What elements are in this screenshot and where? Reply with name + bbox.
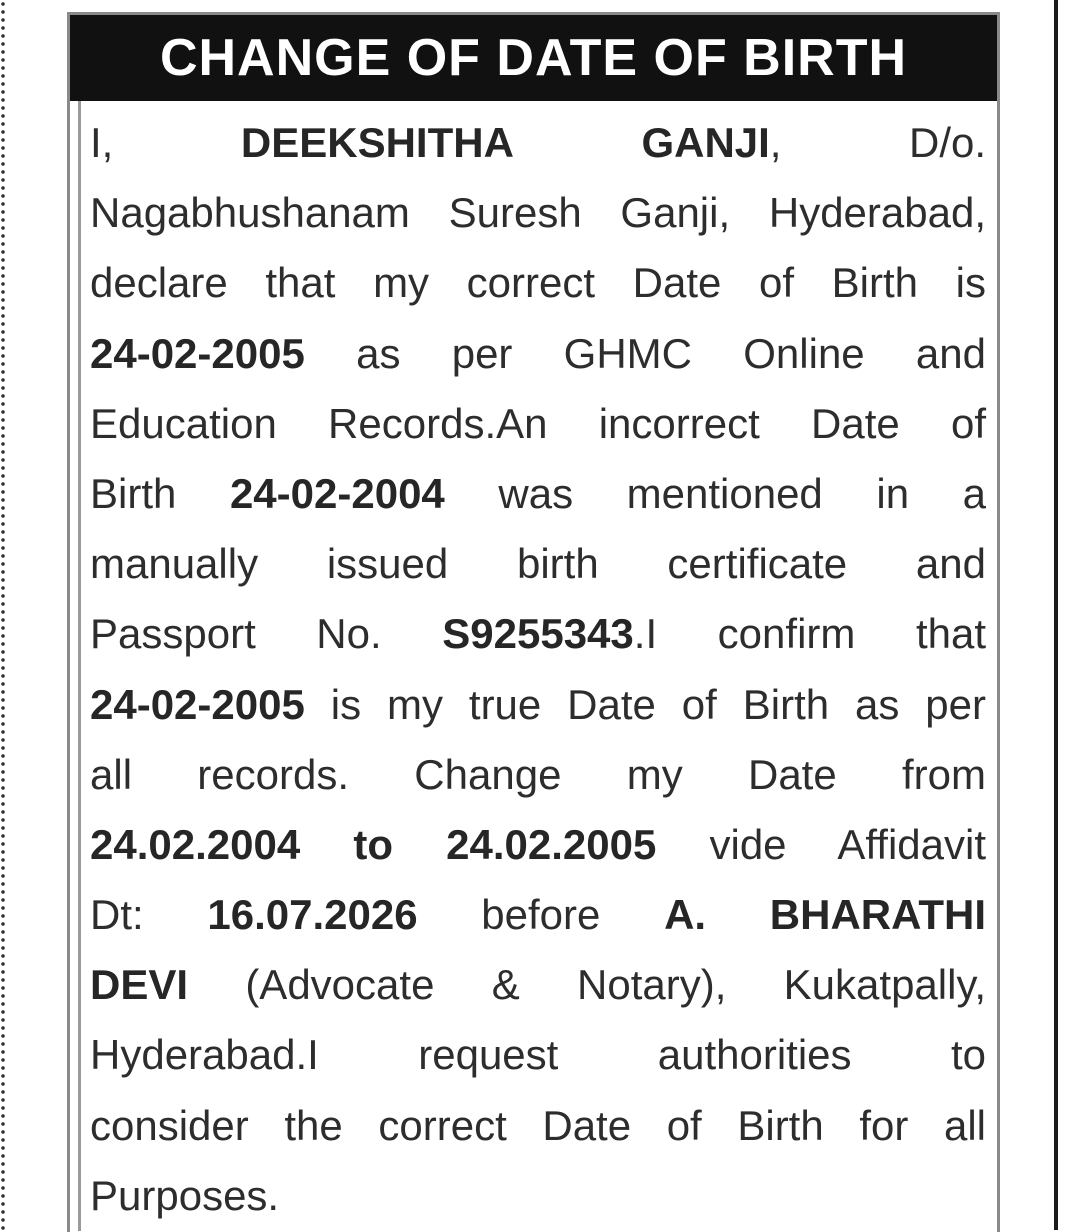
notice-line xyxy=(90,459,986,529)
bold-text: DEVI xyxy=(90,961,189,1009)
body-text-segment: Dt: xyxy=(90,891,208,939)
bold-text: 24-02-2005 xyxy=(90,329,305,377)
notice-line xyxy=(90,599,986,669)
body-text-segment: consider the correct Date of Birth for all xyxy=(90,1101,986,1149)
body-text-segment: Passport No. xyxy=(90,610,443,658)
notice-line xyxy=(90,1091,986,1161)
notice-body xyxy=(90,108,986,1231)
notice-line xyxy=(90,108,986,178)
body-text-segment: before xyxy=(417,891,665,939)
notice-line xyxy=(90,529,986,599)
notice-line xyxy=(90,1020,986,1090)
body-text-segment: Purposes. xyxy=(90,1171,280,1219)
notice-inner-rule xyxy=(78,101,81,1231)
body-text-segment: Nagabhushanam Suresh Ganji, Hyderabad, xyxy=(90,189,986,237)
body-text-segment: .I confirm that xyxy=(633,610,986,658)
notice-line xyxy=(90,740,986,810)
bold-text: 24-02-2004 xyxy=(229,469,445,517)
body-text-segment: manually issued birth certificate and xyxy=(90,540,986,588)
classified-notice xyxy=(67,12,1000,1232)
body-text-segment: as per GHMC Online and xyxy=(304,329,986,377)
body-text-segment: , xyxy=(769,119,782,166)
body-text-segment: declare that my correct Date of Birth is xyxy=(90,259,986,307)
notice-line xyxy=(90,880,986,950)
notice-line xyxy=(90,1161,986,1231)
bold-text: S9255343 xyxy=(442,610,634,658)
column-rule xyxy=(1054,0,1058,1230)
notice-line xyxy=(90,670,986,740)
notice-line xyxy=(90,389,986,459)
notice-line xyxy=(90,950,986,1020)
bold-text: 24.02.2004 to 24.02.2005 xyxy=(90,820,657,868)
bold-text: 16.07.2026 xyxy=(207,891,418,939)
notice-line xyxy=(90,810,986,880)
perforated-edge xyxy=(0,0,6,1230)
body-text-segment: Education Records.An incorrect Date of xyxy=(90,399,986,447)
notice-line xyxy=(90,319,986,389)
bold-text: GANJI xyxy=(641,119,770,166)
body-text-segment: I, xyxy=(90,119,114,166)
bold-text: A. BHARATHI xyxy=(664,891,986,939)
body-text-segment: all records. Change my Date from xyxy=(90,750,986,798)
notice-heading: CHANGE OF DATE OF BIRTH xyxy=(70,15,997,101)
body-text-segment: vide Affidavit xyxy=(656,820,986,868)
notice-line xyxy=(90,178,986,248)
body-text-segment: Hyderabad.I request authorities to xyxy=(90,1031,986,1079)
body-text-segment: D/o. xyxy=(909,119,987,166)
body-text-segment: is my true Date of Birth as per xyxy=(304,680,986,728)
bold-text: 24-02-2005 xyxy=(90,680,305,728)
notice-line xyxy=(90,248,986,318)
bold-text: DEEKSHITHA xyxy=(240,119,514,166)
body-text-segment: (Advocate & Notary), Kukatpally, xyxy=(188,961,986,1009)
body-text-segment: Birth xyxy=(90,469,230,517)
body-text-segment: was mentioned in a xyxy=(444,469,986,517)
